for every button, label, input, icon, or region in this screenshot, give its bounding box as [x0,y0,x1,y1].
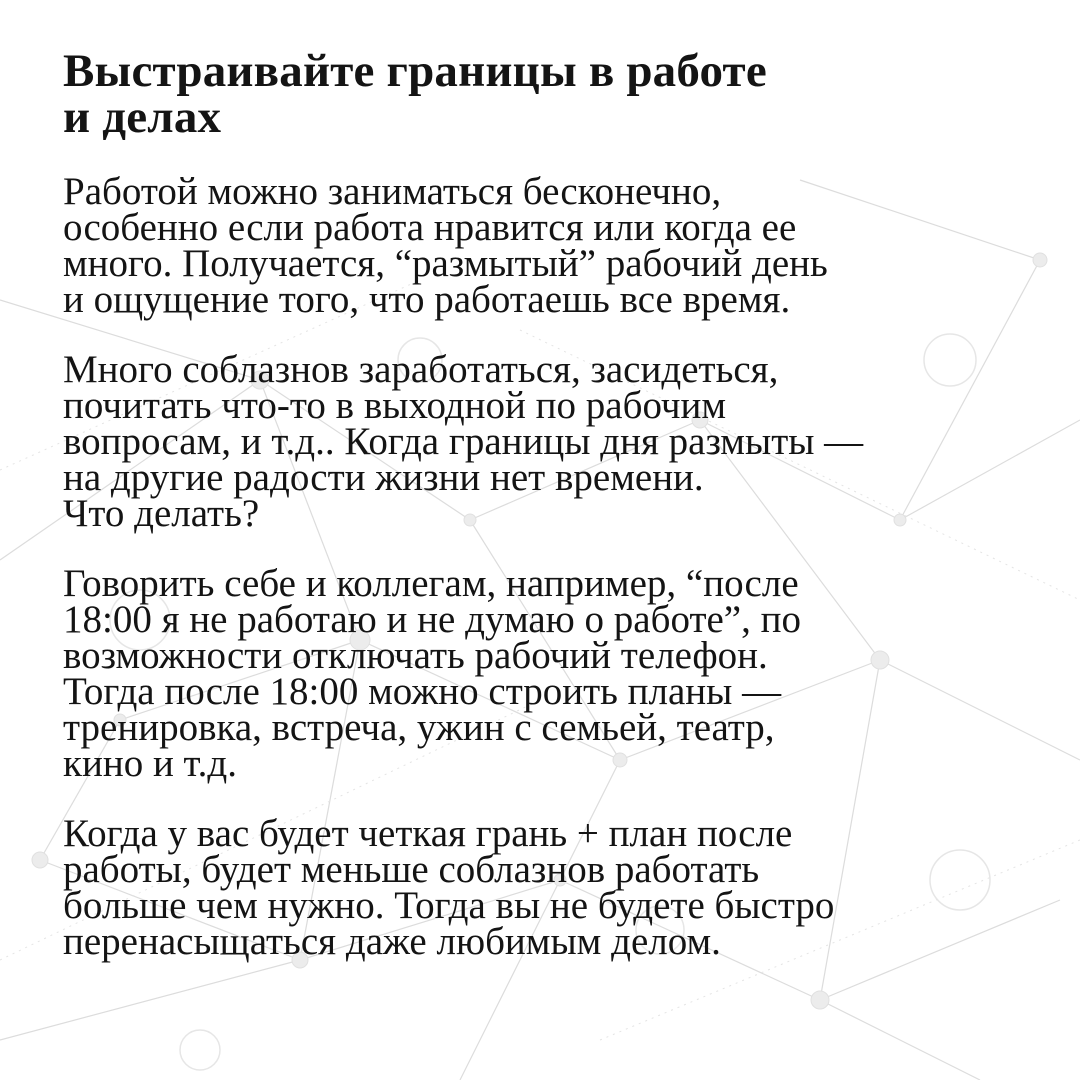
text-line: работы, будет меньше соблазнов работать [63,848,760,891]
title-line: Выстраивайте границы в работе [63,45,767,97]
text-line: много. Получается, “размытый” рабочий день [63,242,828,285]
title-line: и делах [63,91,222,143]
text-line: особенно если работа нравится или когда ее [63,206,797,249]
text-line: больше чем нужно. Тогда вы не будете быстро [63,884,835,927]
text-line: Тогда после 18:00 можно строить планы — [63,670,782,713]
text-line: Что делать? [63,492,260,535]
content-column [63,45,1053,963]
paragraph-temptations [63,348,1053,535]
text-line: Когда у вас будет четкая грань + план после [63,812,793,855]
text-line: перенасыщаться даже любимым делом. [63,920,721,963]
text-line: Много соблазнов заработаться, засидеться, [63,348,779,391]
paragraph-advice [63,562,1053,785]
text-line: и ощущение того, что работаешь все время. [63,278,791,321]
text-line: тренировка, встреча, ужин с семьей, театр, [63,706,775,749]
text-line: возможности отключать рабочий телефон. [63,634,768,677]
text-line: почитать что-то в выходной по рабочим [63,384,727,427]
text-line: кино и т.д. [63,742,238,785]
text-line: Говорить себе и коллегам, например, “после [63,562,799,605]
page-title [63,45,1053,143]
text-line: Работой можно заниматься бесконечно, [63,170,722,213]
text-line: 18:00 я не работаю и не думаю о работе”, по [63,598,801,641]
paragraph-conclusion [63,812,1053,963]
paragraph-work-endless [63,170,1053,321]
text-line: на другие радости жизни нет времени. [63,456,704,499]
text-line: вопросам, и т.д.. Когда границы дня размыты — [63,420,864,463]
